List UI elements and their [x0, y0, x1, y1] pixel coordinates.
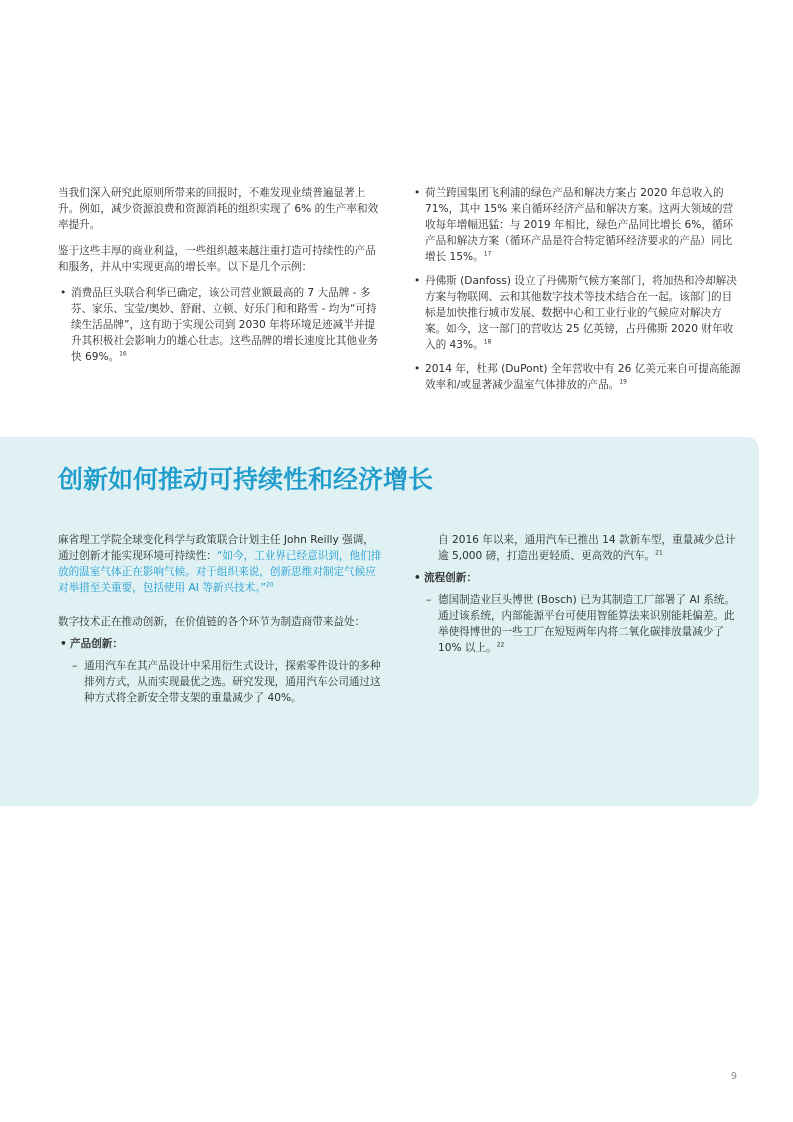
page-number: 9: [731, 1071, 738, 1082]
quote-paragraph: [58, 532, 384, 596]
product-innovation-label: 产品创新：: [70, 638, 123, 650]
intro-paragraph-1: 当我们深入研究此原则所带来的回报时，不难发现业绩普遍显著上升。例如，减少资源浪费和资源消耗的组织实现了 6% 的生产率和效率提升。: [58, 187, 379, 231]
footnote-ref: 21: [655, 549, 663, 557]
bullet-dot: •: [414, 572, 421, 584]
bullet-dupont: [412, 361, 742, 393]
section-title: 创新如何推动可持续性和经济增长: [58, 465, 434, 494]
panel-left-column: [58, 532, 384, 714]
bullet-dupont-text: 2014 年，杜邦 (DuPont) 全年营收中有 26 亿美元来自可提高能源效率和/或显著减少温室气体排放的产品。: [425, 363, 741, 391]
process-innovation-item: [412, 592, 742, 656]
bullet-unilever: [58, 285, 380, 365]
intro-paragraph-2: 鉴于这些丰厚的商业利益，一些组织越来越注重打造可持续性的产品和服务，并从中实现更高的增长率。以下是几个示例：: [58, 245, 376, 273]
digital-intro: 数字技术正在推动创新，在价值链的各个环节为制造商带来益处：: [58, 616, 366, 628]
bullet-dot: •: [60, 287, 67, 299]
dash-marker: –: [426, 594, 432, 606]
footnote-ref: 19: [619, 378, 627, 386]
bullet-philips-text: 荷兰跨国集团飞利浦的绿色产品和解决方案占 2020 年总收入的 71%，其中 15% 来自循环经济产品和解决方案。这两大领域的营收每年增幅迅猛：与 2019 年相比，绿色产品同比增长 6%，循环产品和解决方案（循环产品是符合特定循环经济要求的产品）同比增长 15%。: [425, 187, 734, 263]
bullet-dot: •: [414, 187, 421, 199]
examples-column: [412, 185, 742, 401]
quote-intro: 麻省理工学院全球变化科学与政策联合计划主任 John Reilly 强调，通过创新才能实现环境可持续性：: [58, 534, 374, 562]
footnote-ref: 17: [483, 250, 492, 258]
dash-marker: –: [72, 660, 78, 672]
product-innovation-heading: [58, 636, 384, 652]
intro-column: [58, 185, 380, 373]
bullet-danfoss: [412, 273, 742, 353]
bullet-unilever-text: 消费品巨头联合利华已确定，该公司营业额最高的 7 大品牌 - 多芬、家乐、宝莹/奥妙、舒耐、立顿、好乐门和和路雪 - 均为“可持续生活品牌”，这有助于实现公司到 2030 年将环境足迹减半并提升其积极社会影响力的雄心壮志。这些品牌的增长速度比其他业务快 69%。: [71, 287, 379, 363]
footnote-ref: 20: [265, 581, 274, 589]
process-innovation-label: 流程创新：: [424, 572, 477, 584]
process-innovation-heading: [412, 570, 742, 586]
bullet-dot: •: [414, 363, 421, 375]
bullet-danfoss-text: 丹佛斯 (Danfoss) 设立了丹佛斯气候方案部门，将加热和冷却解决方案与物联网、云和其他数字技术等技术结合在一起。该部门的目标是加快推行城市发展、数据中心和工业行业的气候应对解决方案。如今，这一部门的营收达 25 亿英镑，占丹佛斯 2020 财年收入的 43%。: [425, 275, 737, 351]
quote-text: “如今，工业界已经意识到，他们排放的温室气体正在影响气候。对于组织来说，创新思维对制定气候应对举措至关重要，包括使用 AI 等新兴技术。”: [58, 550, 382, 594]
bullet-philips: [412, 185, 742, 265]
gm-continued-text: 自 2016 年以来，通用汽车已推出 14 款新车型，重量减少总计逾 5,000 磅，打造出更轻质、更高效的汽车。: [438, 534, 736, 562]
footnote-ref: 18: [483, 338, 492, 346]
gm-continued: [412, 532, 742, 564]
bullet-dot: •: [60, 638, 67, 650]
panel-right-column: [412, 532, 742, 664]
bullet-dot: •: [414, 275, 421, 287]
product-innovation-item: [58, 658, 384, 706]
process-innovation-text: 德国制造业巨头博世 (Bosch) 已为其制造工厂部署了 AI 系统。通过该系统，内部能源平台可使用智能算法来识别能耗偏差。此举使得博世的一些工厂在短短两年内将二氧化碳排放量减少了 10% 以上。: [438, 594, 735, 654]
product-innovation-text: 通用汽车在其产品设计中采用衍生式设计，探索零件设计的多种排列方式，从而实现最优之选。研究发现，通用汽车公司通过这种方式将全新安全带支架的重量减少了 40%。: [84, 660, 381, 704]
footnote-ref: 16: [119, 350, 127, 358]
footnote-ref: 22: [496, 641, 505, 649]
